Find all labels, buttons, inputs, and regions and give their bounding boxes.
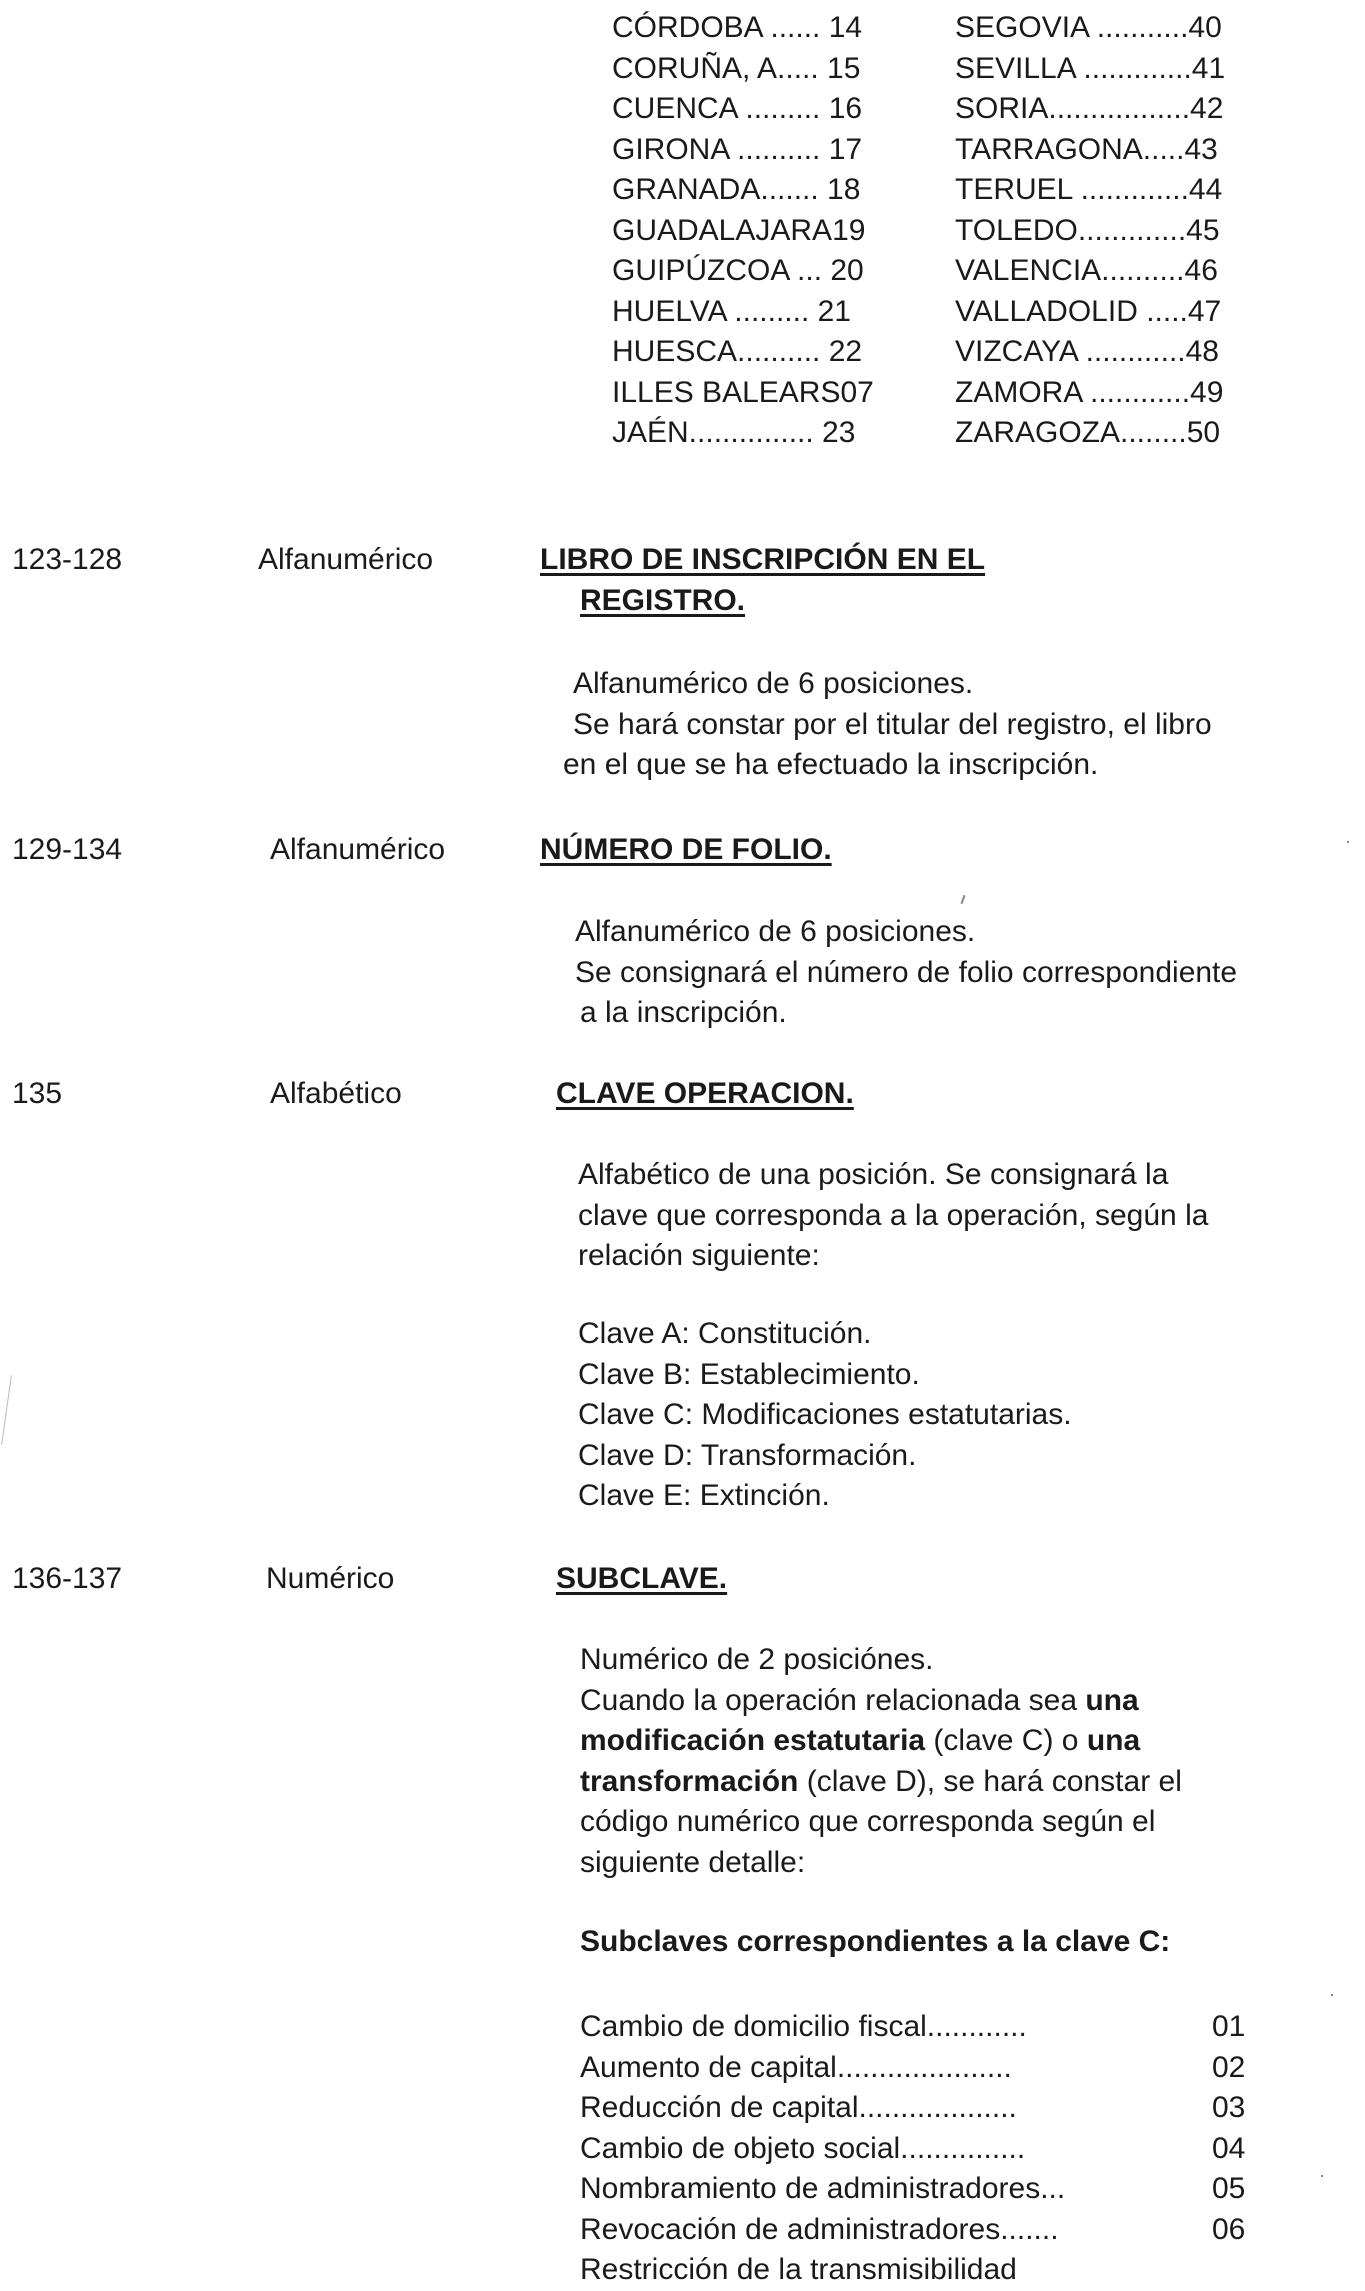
description-line: Numérico de 2 posiciónes. bbox=[580, 1643, 934, 1676]
province-row: GRANADA....... 18 bbox=[612, 173, 861, 206]
description-line: Alfabético de una posición. Se consignará la bbox=[578, 1158, 1169, 1191]
subkey-row: Cambio de domicilio fiscal............ 01 bbox=[580, 2010, 1246, 2043]
province-row: ZARAGOZA........50 bbox=[955, 416, 1221, 449]
province-row: ILLES BALEARS07 bbox=[612, 375, 874, 409]
description-line: siguiente detalle: bbox=[580, 1845, 806, 1879]
key-item: Clave E: Extinción. bbox=[578, 1479, 830, 1512]
field-position: 123-128 bbox=[12, 543, 123, 576]
field-type: Numérico bbox=[266, 1562, 395, 1595]
province-list-left bbox=[612, 8, 874, 454]
scan-mark bbox=[1, 1375, 12, 1444]
subkey-list bbox=[580, 2007, 1245, 2291]
field-type: Alfanumérico bbox=[258, 543, 434, 576]
province-row: TARRAGONA.....43 bbox=[955, 132, 1218, 166]
province-row: ZAMORA ............49 bbox=[955, 375, 1224, 409]
description-line: Alfanumérico de 6 posiciones. bbox=[575, 915, 976, 948]
field-title: CLAVE OPERACION. bbox=[556, 1077, 854, 1110]
field-description bbox=[575, 912, 1237, 1034]
subkey-row: Revocación de administradores....... 06 bbox=[580, 2212, 1246, 2246]
field-description bbox=[563, 664, 1212, 786]
field-position: 129-134 bbox=[12, 833, 123, 866]
province-list-right bbox=[955, 8, 1225, 454]
province-row: TERUEL .............44 bbox=[955, 173, 1223, 206]
subkey-row: Cambio de objeto social............... 04 bbox=[580, 2131, 1246, 2165]
description-line: Se hará constar por el titular del registro, el libro bbox=[573, 707, 1212, 741]
subkey-row: Aumento de capital..................... 02 bbox=[580, 2050, 1246, 2084]
scan-mark bbox=[1347, 841, 1349, 843]
description-line: relación siguiente: bbox=[578, 1239, 820, 1272]
field-position: 135 bbox=[12, 1077, 63, 1110]
description-line: transformación (clave D), se hará constar el bbox=[580, 1764, 1182, 1798]
subkeys-heading: Subclaves correspondientes a la clave C: bbox=[580, 1925, 1171, 1958]
province-row: JAÉN............... 23 bbox=[612, 416, 856, 449]
field-position: 136-137 bbox=[12, 1562, 123, 1595]
field-description bbox=[578, 1155, 1208, 1277]
province-row: SEVILLA .............41 bbox=[955, 51, 1226, 85]
description-line: a la inscripción. bbox=[580, 996, 787, 1029]
province-row: CUENCA ......... 16 bbox=[612, 92, 863, 125]
key-item: Clave A: Constitución. bbox=[578, 1317, 872, 1350]
field-type: Alfabético bbox=[270, 1077, 402, 1110]
subkey-row: Restricción de la transmisibilidad bbox=[580, 2253, 1017, 2286]
province-row: GUIPÚZCOA ... 20 bbox=[612, 254, 864, 287]
province-row: SORIA.................42 bbox=[955, 92, 1224, 125]
description-line: en el que se ha efectuado la inscripción. bbox=[563, 748, 1099, 781]
province-row: VALENCIA..........46 bbox=[955, 254, 1218, 287]
province-row: SEGOVIA ...........40 bbox=[955, 11, 1222, 44]
field-type: Alfanumérico bbox=[270, 833, 446, 866]
key-item: Clave D: Transformación. bbox=[578, 1438, 917, 1472]
province-row: VALLADOLID .....47 bbox=[955, 294, 1222, 328]
province-row: HUELVA ......... 21 bbox=[612, 294, 851, 328]
scan-mark bbox=[1321, 2175, 1323, 2177]
description-line: clave que corresponda a la operación, según la bbox=[578, 1198, 1209, 1232]
field-title: NÚMERO DE FOLIO. bbox=[540, 833, 832, 866]
province-row: HUESCA.......... 22 bbox=[612, 335, 863, 368]
subkey-row: Reducción de capital................... 03 bbox=[580, 2091, 1246, 2124]
key-item: Clave C: Modificaciones estatutarias. bbox=[578, 1398, 1072, 1431]
key-list bbox=[578, 1314, 1072, 1517]
province-row: VIZCAYA ............48 bbox=[955, 335, 1219, 368]
description-line: Alfanumérico de 6 posiciones. bbox=[573, 667, 974, 700]
key-item: Clave B: Establecimiento. bbox=[578, 1357, 920, 1391]
province-row: GUADALAJARA19 bbox=[612, 213, 866, 247]
description-line: código numérico que corresponda según el bbox=[580, 1805, 1156, 1838]
field-description bbox=[580, 1640, 1182, 1883]
scan-mark bbox=[1331, 1994, 1333, 1996]
province-row: TOLEDO.............45 bbox=[955, 213, 1220, 247]
field-title: SUBCLAVE. bbox=[556, 1562, 728, 1595]
subkey-row: Nombramiento de administradores... 05 bbox=[580, 2172, 1246, 2205]
province-row: CÓRDOBA ...... 14 bbox=[612, 11, 863, 44]
scan-mark bbox=[961, 895, 966, 904]
province-row: GIRONA .......... 17 bbox=[612, 132, 863, 166]
description-line: Se consignará el número de folio correspondiente bbox=[575, 955, 1238, 989]
description-line: Cuando la operación relacionada sea una bbox=[580, 1683, 1139, 1717]
province-row: CORUÑA, A..... 15 bbox=[612, 51, 861, 85]
field-title-continuation: REGISTRO. bbox=[580, 584, 746, 617]
field-title: LIBRO DE INSCRIPCIÓN EN EL bbox=[540, 543, 986, 576]
description-line: modificación estatutaria (clave C) o una bbox=[580, 1724, 1141, 1757]
